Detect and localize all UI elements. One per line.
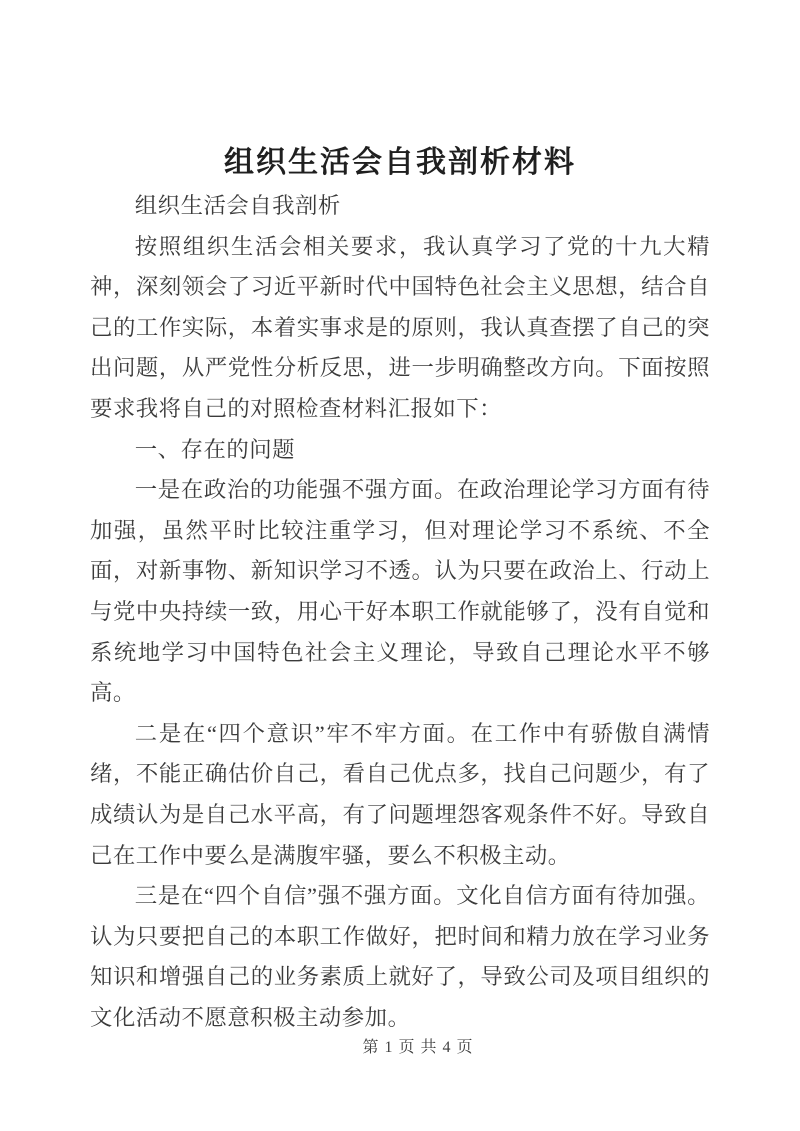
paragraph: 组织生活会自我剖析 <box>134 193 341 218</box>
paragraph: 一是在政治的功能强不强方面。在政治理论学习方面有待加强，虽然平时比较注重学习，但对理论学习不系统、不全面，对新事物、新知识学习不透。认为只要在政治上、行动上与党中央持续一致，用心干好本职工作就能够了，没有自觉和系统地学习中国特色社会主义理论，导致自己理论水平不够高。 <box>90 477 710 706</box>
document-body <box>90 186 710 1038</box>
paragraph: 三是在“四个自信”强不强方面。文化自信方面有待加强。认为只要把自己的本职工作做好，把时间和精力放在学习业务知识和增强自己的业务素质上就好了，导致公司及项目组织的文化活动不愿意积极主动参加。 <box>90 883 710 1030</box>
paragraph: 一、存在的问题 <box>134 436 296 462</box>
paragraph: 二是在“四个意识”牢不牢方面。在工作中有骄傲自满情绪，不能正确估价自己，看自己优点多，找自己问题少，有了成绩认为是自己水平高，有了问题埋怨客观条件不好。导致自己在工作中要么是满腹牢骚，要么不积极主动。 <box>90 720 710 868</box>
page-footer <box>18 1034 800 1057</box>
document-title: 组织生活会自我剖析材料 <box>224 146 576 179</box>
page-number: 第 1 页 共 4 页 <box>362 1039 474 1056</box>
paragraph: 按照组织生活会相关要求，我认真学习了党的十九大精神，深刻领会了习近平新时代中国特色社会主义思想，结合自己的工作实际，本着实事求是的原则，我认真查摆了自己的突出问题，从严党性分析反思，进一步明确整改方向。下面按照要求我将自己的对照检查材料汇报如下： <box>90 233 710 421</box>
